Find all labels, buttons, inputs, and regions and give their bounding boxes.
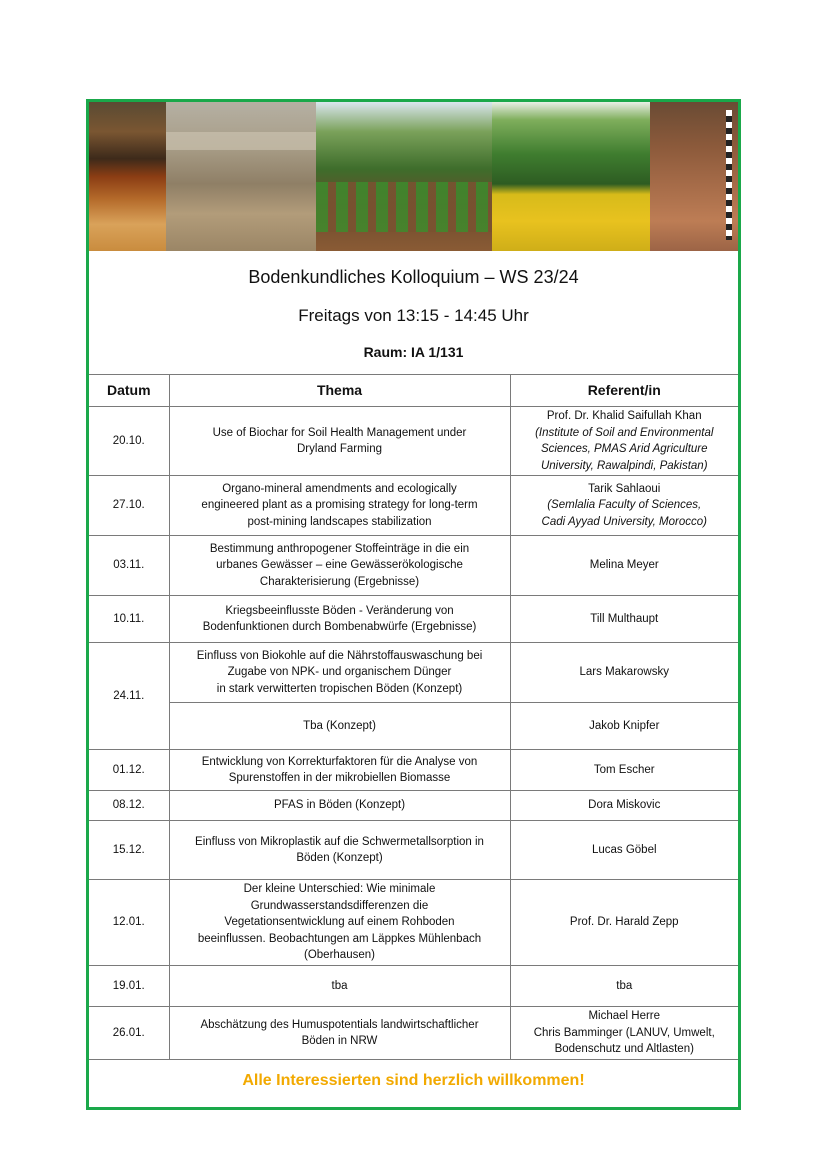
header-speaker: Referent/in — [510, 375, 738, 407]
cell-speaker: Lucas Göbel — [510, 821, 738, 880]
table-header-row — [89, 375, 738, 407]
cell-date: 15.12. — [89, 821, 169, 880]
table-row — [89, 407, 738, 476]
cell-topic: Bestimmung anthropogener Stoffeinträge in die ein urbanes Gewässer – eine Gewässerökologische Charakterisierung (Ergebnisse) — [169, 536, 510, 596]
cell-date: 03.11. — [89, 536, 169, 596]
table-row — [89, 643, 738, 703]
cell-topic: Organo-mineral amendments and ecologically engineered plant as a promising strategy for long-term post-mining landscapes stabilization — [169, 476, 510, 536]
cell-date: 26.01. — [89, 1007, 169, 1060]
cell-date: 10.11. — [89, 596, 169, 643]
speaker-with-affiliation: Chris Bamminger (LANUV, Umwelt, — [533, 1026, 715, 1039]
room-label: Raum: IA 1/131 — [363, 344, 464, 360]
photo-banner — [89, 102, 738, 251]
cell-topic: Abschätzung des Humuspotentials landwirtschaftlicher Böden in NRW — [169, 1007, 510, 1060]
page-title: Bodenkundliches Kolloquium – WS 23/24 — [248, 267, 579, 287]
speaker-affiliation: Bodenschutz und Altlasten) — [554, 1043, 694, 1056]
cell-topic: Einfluss von Mikroplastik auf die Schwermetallsorption in Böden (Konzept) — [169, 821, 510, 880]
header-topic: Thema — [169, 375, 510, 407]
soil-profile-photo — [89, 102, 166, 251]
table-row — [89, 966, 738, 1007]
table-row — [89, 703, 738, 750]
welcome-footer: Alle Interessierten sind herzlich willkommen! — [242, 1072, 585, 1089]
table-row — [89, 880, 738, 966]
schedule-table — [89, 374, 738, 1060]
cell-topic: Der kleine Unterschied: Wie minimale Grundwasserstandsdifferenzen die Vegetationsentwicklung auf einem Rohboden beeinflussen. Beobachtungen am Läppkes Mühlenbach (Oberhausen) — [169, 880, 510, 966]
cell-topic: tba — [169, 966, 510, 1007]
poster-frame — [86, 99, 741, 1110]
table-row — [89, 821, 738, 880]
cell-speaker: Jakob Knipfer — [510, 703, 738, 750]
cell-topic: Kriegsbeeinflusste Böden - Veränderung von Bodenfunktionen durch Bombenabwürfe (Ergebnisse) — [169, 596, 510, 643]
table-row — [89, 1007, 738, 1060]
cell-topic: Einfluss von Biokohle auf die Nährstoffauswaschung bei Zugabe von NPK- und organischem Dünger in stark verwitterten tropischen Böden (Konzept) — [169, 643, 510, 703]
cell-speaker: Michael Herre Chris Bamminger (LANUV, Umwelt, Bodenschutz und Altlasten) — [510, 1007, 738, 1060]
cell-speaker: Lars Makarowsky — [510, 643, 738, 703]
cell-date: 24.11. — [89, 643, 169, 750]
cell-speaker: Melina Meyer — [510, 536, 738, 596]
field-farming-photo — [316, 102, 492, 251]
cell-speaker: Tarik Sahlaoui (Semlalia Faculty of Sciences, Cadi Ayyad University, Morocco) — [510, 476, 738, 536]
cell-topic: Entwicklung von Korrekturfaktoren für die Analyse von Spurenstoffen in der mikrobiellen Biomasse — [169, 750, 510, 791]
header-date: Datum — [89, 375, 169, 407]
cell-topic: Tba (Konzept) — [169, 703, 510, 750]
table-row — [89, 750, 738, 791]
cell-speaker: Dora Miskovic — [510, 791, 738, 821]
cell-speaker: Prof. Dr. Khalid Saifullah Khan (Institute of Soil and Environmental Sciences, PMAS Arid Agriculture University, Rawalpindi, Pakistan) — [510, 407, 738, 476]
cell-date: 19.01. — [89, 966, 169, 1007]
cell-date: 08.12. — [89, 791, 169, 821]
table-row — [89, 536, 738, 596]
cell-speaker: Prof. Dr. Harald Zepp — [510, 880, 738, 966]
mining-landscape-photo — [166, 102, 316, 251]
table-row — [89, 596, 738, 643]
cell-speaker: Till Multhaupt — [510, 596, 738, 643]
cell-date: 20.10. — [89, 407, 169, 476]
cell-topic: Use of Biochar for Soil Health Management under Dryland Farming — [169, 407, 510, 476]
table-row — [89, 791, 738, 821]
cell-date: 12.01. — [89, 880, 169, 966]
cell-date: 01.12. — [89, 750, 169, 791]
schedule-time: Freitags von 13:15 - 14:45 Uhr — [298, 306, 529, 325]
cell-speaker: Tom Escher — [510, 750, 738, 791]
table-row — [89, 476, 738, 536]
rapeseed-field-photo — [492, 102, 650, 251]
soil-profile-scale-photo — [650, 102, 738, 251]
cell-speaker: tba — [510, 966, 738, 1007]
cell-date: 27.10. — [89, 476, 169, 536]
cell-topic: PFAS in Böden (Konzept) — [169, 791, 510, 821]
